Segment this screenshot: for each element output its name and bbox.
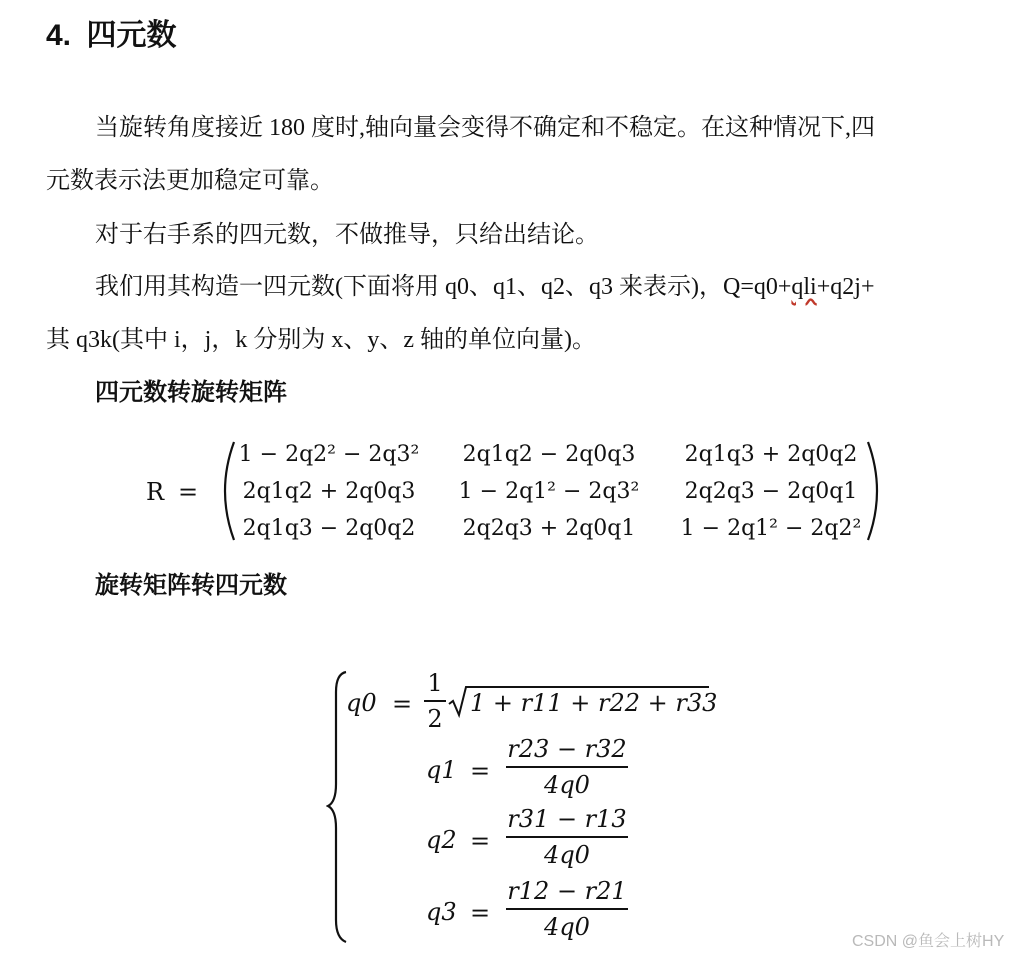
q0-equals: = (392, 690, 413, 718)
q1-fraction (506, 734, 628, 800)
paragraph-3-line-1 (95, 273, 874, 301)
q0-lhs: q0 (346, 689, 377, 717)
section-number: 4. (46, 19, 72, 52)
q1-denominator: 4q0 (544, 771, 590, 799)
paragraph-3-line-2: 其 q3k(其中 i，j，k 分别为 x、y、z 轴的单位向量)。 (46, 327, 596, 353)
paragraph-2: 对于右手系的四元数，不做推导，只给出结论。 (95, 222, 599, 248)
subheading-quat-to-matrix: 四元数转旋转矩阵 (95, 380, 287, 406)
section-heading (46, 10, 177, 54)
q0-half-numerator: 1 (427, 669, 443, 697)
q1-bar (506, 766, 628, 768)
section-title: 四元数 (86, 19, 177, 52)
paragraph-1-line-1: 当旋转角度接近 180 度时,轴向量会变得不确定和不稳定。在这种情况下,四 (95, 115, 875, 141)
q3-lhs: q3 (426, 898, 457, 926)
q0-radicand: 1 + r11 + r22 + r33 (470, 689, 718, 717)
matrix-cell-r1c2: 2q1q2 − 2q0q3 (462, 442, 636, 467)
matrix-cell-r2c3: 2q2q3 − 2q0q1 (684, 479, 858, 504)
matrix-cell-r3c3: 1 − 2q1² − 2q2² (680, 516, 862, 541)
q0-half-denominator: 2 (427, 705, 443, 733)
q2-fraction (506, 804, 628, 870)
q3-denominator: 4q0 (544, 913, 590, 941)
q2-numerator: r31 − r13 (507, 805, 627, 833)
matrix-cell-r2c1: 2q1q2 + 2q0q3 (242, 479, 416, 504)
subheading-matrix-to-quat: 旋转矩阵转四元数 (95, 573, 287, 599)
q0-half-bar (424, 700, 446, 702)
q1-lhs: q1 (426, 756, 457, 784)
q2-equals: = (470, 827, 491, 855)
q3-bar (506, 908, 628, 910)
q2-denominator: 4q0 (544, 841, 590, 869)
watermark: CSDN @鱼会上树HY (852, 933, 1005, 950)
matrix-equals: = (178, 478, 199, 506)
matrix-cell-r1c3: 2q1q3 + 2q0q2 (684, 442, 858, 467)
paragraph-3-text-c: +q2j+ (816, 274, 875, 300)
q3-numerator: r12 − r21 (507, 877, 627, 905)
q0-half-fraction (424, 668, 446, 734)
q3-equals: = (470, 899, 491, 927)
matrix-cell-r2c2: 1 − 2q1² − 2q3² (458, 479, 640, 504)
spell-marked-term: qli (791, 274, 817, 300)
paragraph-1-line-2: 元数表示法更加稳定可靠。 (46, 168, 334, 194)
matrix-cell-r3c2: 2q2q3 + 2q0q1 (462, 516, 636, 541)
matrix-cell-r1c1: 1 − 2q2² − 2q3² (238, 442, 420, 467)
q2-lhs: q2 (426, 826, 457, 854)
q1-equals: = (470, 757, 491, 785)
q3-fraction (506, 876, 628, 942)
matrix-label: R (146, 478, 165, 506)
paragraph-3-text-a: 我们用其构造一四元数(下面将用 q0、q1、q2、q3 来表示)，Q=q0+ (95, 274, 792, 300)
q1-numerator: r23 − r32 (507, 735, 627, 763)
q2-bar (506, 836, 628, 838)
matrix-cell-r3c1: 2q1q3 − 2q0q2 (242, 516, 416, 541)
